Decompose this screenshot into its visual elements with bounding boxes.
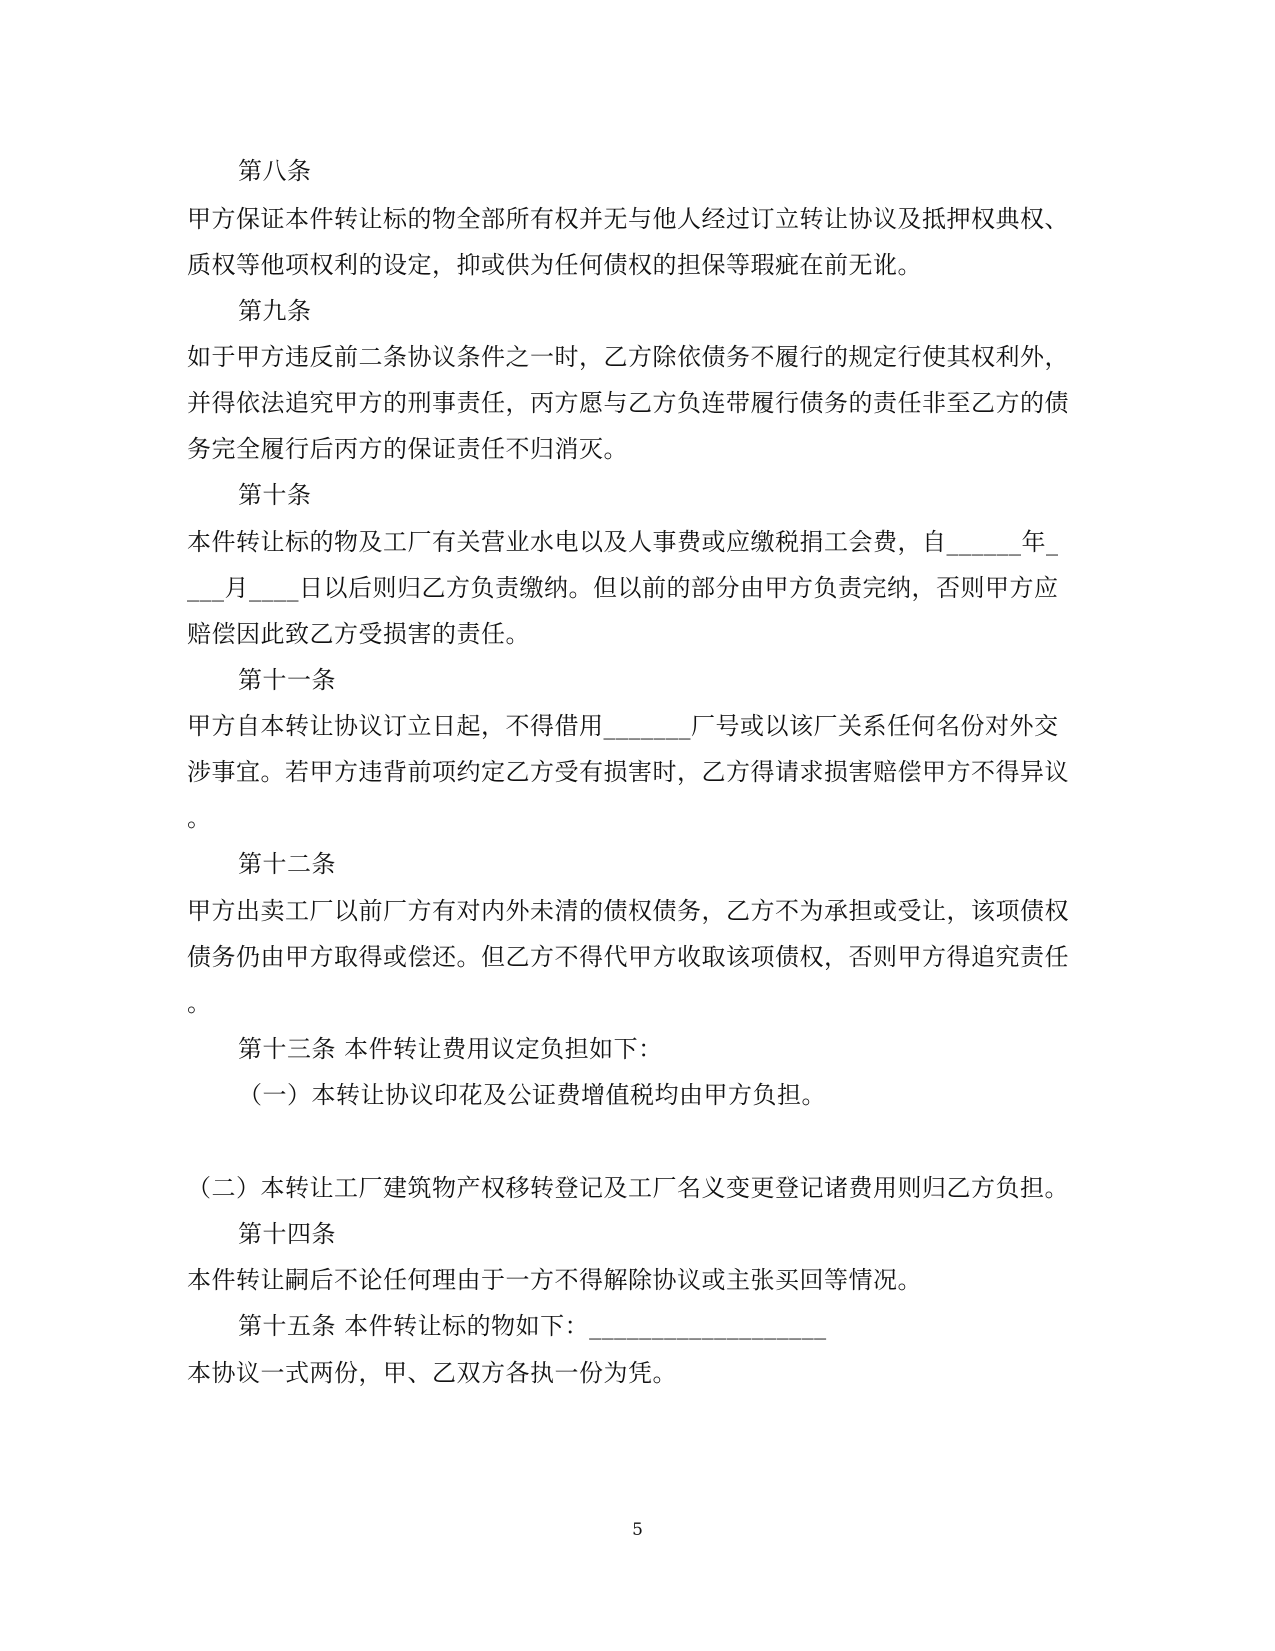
article-12-text-line-1: 甲方出卖工厂以前厂方有对内外未清的债权债务，乙方不为承担或受让，该项债权 — [187, 897, 1069, 925]
article-11-text-line-3: 。 — [187, 804, 212, 832]
article-12-heading: 第十二条 — [238, 850, 336, 878]
article-11-text-line-1: 甲方自本转让协议订立日起，不得借用_______厂号或以该厂关系任何名份对外交 — [187, 712, 1059, 740]
page-number: 5 — [632, 1520, 643, 1540]
article-9-text-line-1: 如于甲方违反前二条协议条件之一时，乙方除依债务不履行的规定行使其权利外， — [187, 343, 1069, 371]
article-12-text-line-3: 。 — [187, 989, 212, 1017]
article-15-text: 第十五条 本件转让标的物如下：___________________ — [238, 1312, 827, 1340]
article-9-text-line-2: 并得依法追究甲方的刑事责任，丙方愿与乙方负连带履行债务的责任非至乙方的债 — [187, 389, 1069, 417]
article-13-item-2: （二）本转让工厂建筑物产权移转登记及工厂名义变更登记诸费用则归乙方负担。 — [187, 1174, 1069, 1202]
article-8-text-line-1: 甲方保证本件转让标的物全部所有权并无与他人经过订立转让协议及抵押权典权、 — [187, 205, 1069, 233]
article-10-text-line-2: ___月____日以后则归乙方负责缴纳。但以前的部分由甲方负责完纳，否则甲方应 — [187, 574, 1059, 602]
article-11-heading: 第十一条 — [238, 666, 336, 694]
article-13-item-1: （一）本转让协议印花及公证费增值税均由甲方负担。 — [238, 1081, 826, 1109]
closing-text: 本协议一式两份，甲、乙双方各执一份为凭。 — [187, 1359, 677, 1387]
article-10-heading: 第十条 — [238, 481, 312, 509]
article-14-heading: 第十四条 — [238, 1220, 336, 1248]
article-11-text-line-2: 涉事宜。若甲方违背前项约定乙方受有损害时，乙方得请求损害赔偿甲方不得异议 — [187, 758, 1069, 786]
article-9-text-line-3: 务完全履行后丙方的保证责任不归消灭。 — [187, 435, 628, 463]
article-14-text: 本件转让嗣后不论任何理由于一方不得解除协议或主张买回等情况。 — [187, 1266, 922, 1294]
article-8-text-line-2: 质权等他项权利的设定，抑或供为任何债权的担保等瑕疵在前无讹。 — [187, 251, 922, 279]
article-12-text-line-2: 债务仍由甲方取得或偿还。但乙方不得代甲方收取该项债权，否则甲方得追究责任 — [187, 943, 1069, 971]
article-10-text-line-3: 赔偿因此致乙方受损害的责任。 — [187, 620, 530, 648]
article-10-text-line-1: 本件转让标的物及工厂有关营业水电以及人事费或应缴税捐工会费，自______年_ — [187, 528, 1059, 556]
article-8-heading: 第八条 — [238, 157, 312, 185]
article-9-heading: 第九条 — [238, 297, 312, 325]
article-13-heading: 第十三条 本件转让费用议定负担如下： — [238, 1035, 663, 1063]
